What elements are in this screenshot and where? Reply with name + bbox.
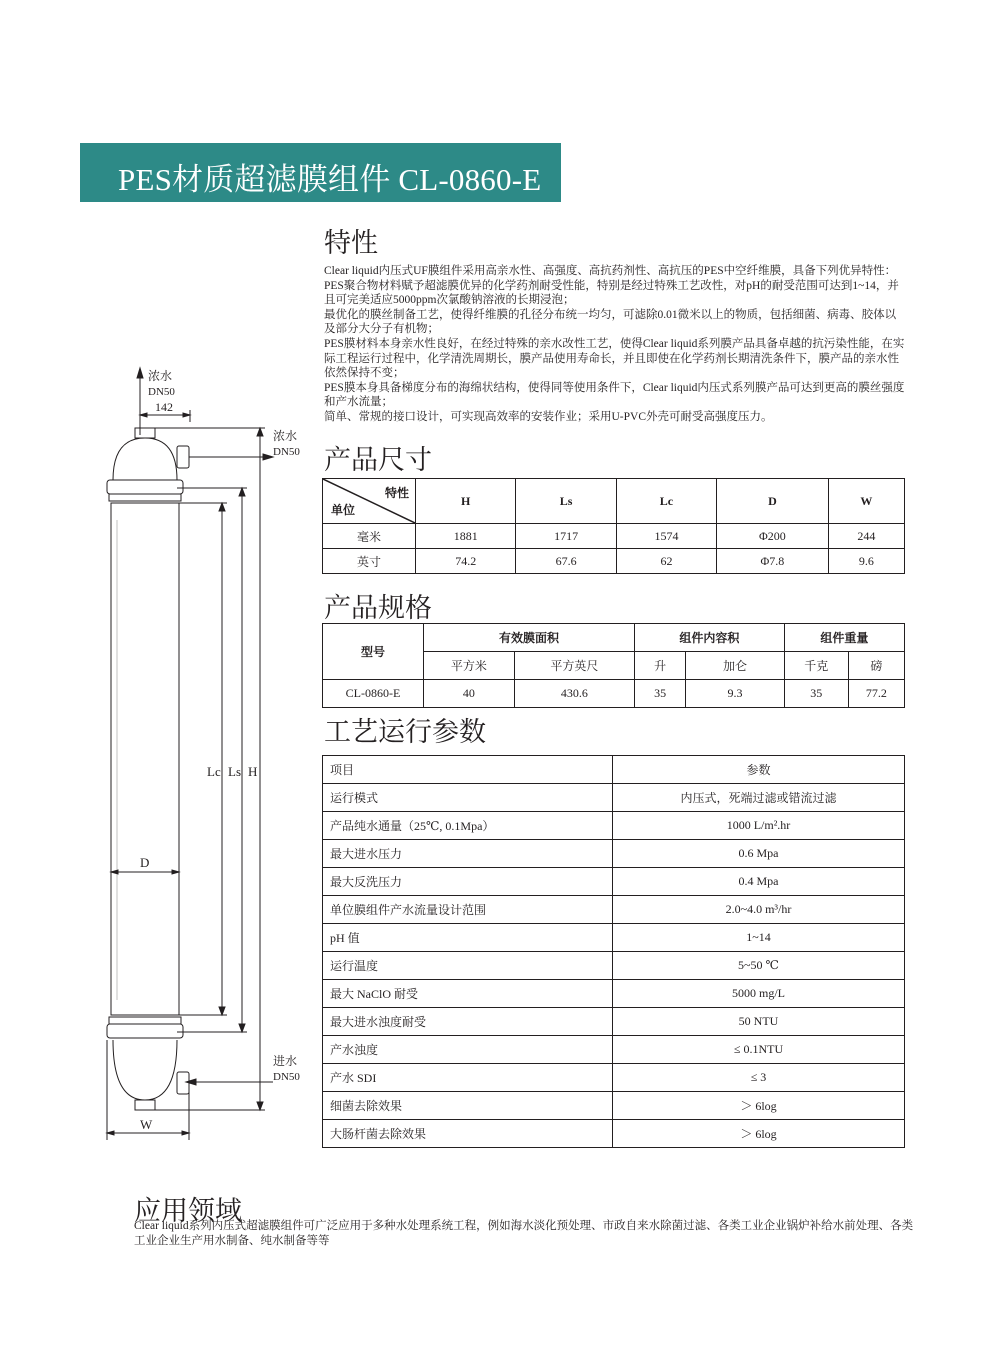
group-header: 有效膜面积 — [424, 624, 635, 652]
unit-cell: 英寸 — [323, 549, 416, 574]
feature-line: 简单、常规的接口设计，可实现高效率的安装作业；采用U-PVC外壳可耐受高强度压力。 — [324, 410, 773, 423]
table-row — [323, 680, 905, 708]
table-row — [323, 952, 905, 980]
param-cell: ≤ 0.1NTU — [613, 1036, 905, 1064]
value-cell: 1717 — [516, 524, 616, 549]
dimensions-heading: 产品尺寸 — [324, 445, 432, 475]
top-width-label: 142 — [155, 400, 173, 414]
group-header: 组件重量 — [784, 624, 904, 652]
item-cell: 单位膜组件产水流量设计范围 — [323, 896, 613, 924]
model-header: 型号 — [323, 624, 424, 680]
param-cell: ＞ 6log — [613, 1092, 905, 1120]
subheader-cell: 千克 — [784, 652, 848, 680]
table-row — [323, 549, 905, 574]
table-row — [323, 784, 905, 812]
value-cell: 9.3 — [686, 680, 784, 708]
features-heading: 特性 — [324, 228, 378, 258]
subheader-cell: 加仑 — [686, 652, 784, 680]
param-cell: 50 NTU — [613, 1008, 905, 1036]
model-cell: CL-0860-E — [323, 680, 424, 708]
value-cell: 244 — [828, 524, 904, 549]
param-cell: 5000 mg/L — [613, 980, 905, 1008]
specs-table — [322, 623, 905, 708]
subheader-cell: 磅 — [848, 652, 904, 680]
param-cell: 5~50 ℃ — [613, 952, 905, 980]
item-cell: pH 值 — [323, 924, 613, 952]
top-outlet-dn: DN50 — [148, 386, 175, 398]
group-header: 组件内容积 — [635, 624, 785, 652]
top-outlet-label: 浓水 — [148, 369, 173, 383]
application-heading: 应用领域 — [134, 1196, 242, 1226]
unit-cell: 毫米 — [323, 524, 416, 549]
table-row — [323, 1008, 905, 1036]
application-text: Clear liquid系列内压式超滤膜组件可广泛应用于多种水处理系统工程，例如海水淡化预处理、市政自来水除菌过滤、各类工业企业锅炉补给水前处理、各类工业企业生产用水制备、纯水制备等等 — [134, 1220, 914, 1247]
table-row — [323, 924, 905, 952]
table-row — [323, 1120, 905, 1148]
item-cell: 最大进水浊度耐受 — [323, 1008, 613, 1036]
table-row — [323, 812, 905, 840]
dimensions-table — [322, 478, 905, 574]
specs-heading: 产品规格 — [324, 593, 432, 623]
item-cell: 产水 SDI — [323, 1064, 613, 1092]
table-row — [323, 896, 905, 924]
process-table — [322, 755, 905, 1148]
table-row — [323, 524, 905, 549]
value-cell: 9.6 — [828, 549, 904, 574]
title-bar — [80, 143, 561, 202]
column-header: H — [416, 479, 516, 524]
corner-bottom-label: 单位 — [331, 503, 356, 517]
param-cell: 2.0~4.0 m³/hr — [613, 896, 905, 924]
subheader-cell: 平方米 — [424, 652, 515, 680]
param-cell: 内压式，死端过滤或错流过滤 — [613, 784, 905, 812]
item-cell: 大肠杆菌去除效果 — [323, 1120, 613, 1148]
table-row — [323, 1036, 905, 1064]
features-text — [324, 264, 906, 425]
subheader-cell: 升 — [635, 652, 686, 680]
table-header-row — [323, 479, 905, 524]
item-cell: 产水浊度 — [323, 1036, 613, 1064]
value-cell: 1881 — [416, 524, 516, 549]
item-cell: 最大反洗压力 — [323, 868, 613, 896]
value-cell: 67.6 — [516, 549, 616, 574]
value-cell: 35 — [784, 680, 848, 708]
value-cell: 40 — [424, 680, 515, 708]
corner-top-label: 特性 — [384, 486, 409, 500]
page-title: PES材质超滤膜组件 CL-0860-E — [118, 162, 542, 197]
side-top-dn: DN50 — [273, 446, 300, 458]
feature-line: PES膜材料本身亲水性良好，在经过特殊的亲水改性工艺，使得Clear liquid系列膜产品具备卓越的抗污染性能，在实际工程运行过程中，化学清洗周期长，膜产品使用寿命长，并且即使在化学药剂长期清洗条件下，膜产品的亲水性依然保持不变； — [324, 337, 905, 380]
item-cell: 运行温度 — [323, 952, 613, 980]
side-top-label: 浓水 — [273, 429, 298, 443]
feature-line: PES聚合物材料赋予超滤膜优异的化学药剂耐受性能，特别是经过特殊工艺改性，对pH的耐受范围可达到1~14，并且可完美适应5000ppm次氯酸钠溶液的长期浸泡； — [324, 279, 899, 307]
value-cell: 430.6 — [514, 680, 634, 708]
lc-label: Lc — [207, 764, 221, 779]
subheader-cell: 平方英尺 — [514, 652, 634, 680]
process-heading: 工艺运行参数 — [324, 717, 486, 747]
param-cell: ≤ 3 — [613, 1064, 905, 1092]
ls-label: Ls — [228, 764, 241, 779]
feature-line: 最优化的膜丝制备工艺，使得纤维膜的孔径分布统一均匀，可滤除0.01微米以上的物质，包括细菌、病毒、胶体以及部分大分子有机物； — [324, 308, 897, 336]
item-cell: 细菌去除效果 — [323, 1092, 613, 1120]
table-row — [323, 840, 905, 868]
param-cell: ＞ 6log — [613, 1120, 905, 1148]
column-header: D — [717, 479, 829, 524]
h-label: H — [248, 764, 258, 779]
value-cell: Φ200 — [717, 524, 829, 549]
feature-line: Clear liquid内压式UF膜组件采用高亲水性、高强度、高抗药剂性、高抗压的PES中空纤维膜，具备下列优异特性： — [324, 265, 897, 277]
side-bottom-label: 进水 — [273, 1054, 298, 1068]
diagonal-header-cell — [323, 479, 416, 524]
item-cell: 最大进水压力 — [323, 840, 613, 868]
table-header-row — [323, 756, 905, 784]
d-label: D — [140, 855, 150, 870]
param-cell: 0.4 Mpa — [613, 868, 905, 896]
param-cell: 1~14 — [613, 924, 905, 952]
module-technical-drawing — [95, 360, 315, 1150]
item-cell: 最大 NaClO 耐受 — [323, 980, 613, 1008]
param-cell: 0.6 Mpa — [613, 840, 905, 868]
column-header: Lc — [616, 479, 716, 524]
param-cell: 1000 L/m².hr — [613, 812, 905, 840]
table-row — [323, 980, 905, 1008]
param-header: 参数 — [613, 756, 905, 784]
side-bottom-dn: DN50 — [273, 1071, 300, 1083]
value-cell: 77.2 — [848, 680, 904, 708]
value-cell: Φ7.8 — [717, 549, 829, 574]
value-cell: 35 — [635, 680, 686, 708]
item-cell: 运行模式 — [323, 784, 613, 812]
table-header-row — [323, 624, 905, 652]
value-cell: 1574 — [616, 524, 716, 549]
value-cell: 74.2 — [416, 549, 516, 574]
column-header: W — [828, 479, 904, 524]
feature-line: PES膜本身具备梯度分布的海绵状结构，使得同等使用条件下，Clear liquid内压式系列膜产品可达到更高的膜丝强度和产水流量； — [324, 381, 905, 409]
table-row — [323, 1064, 905, 1092]
table-row — [323, 868, 905, 896]
item-header: 项目 — [323, 756, 613, 784]
table-row — [323, 1092, 905, 1120]
item-cell: 产品纯水通量（25℃, 0.1Mpa） — [323, 812, 613, 840]
w-label: W — [140, 1117, 153, 1132]
column-header: Ls — [516, 479, 616, 524]
value-cell: 62 — [616, 549, 716, 574]
